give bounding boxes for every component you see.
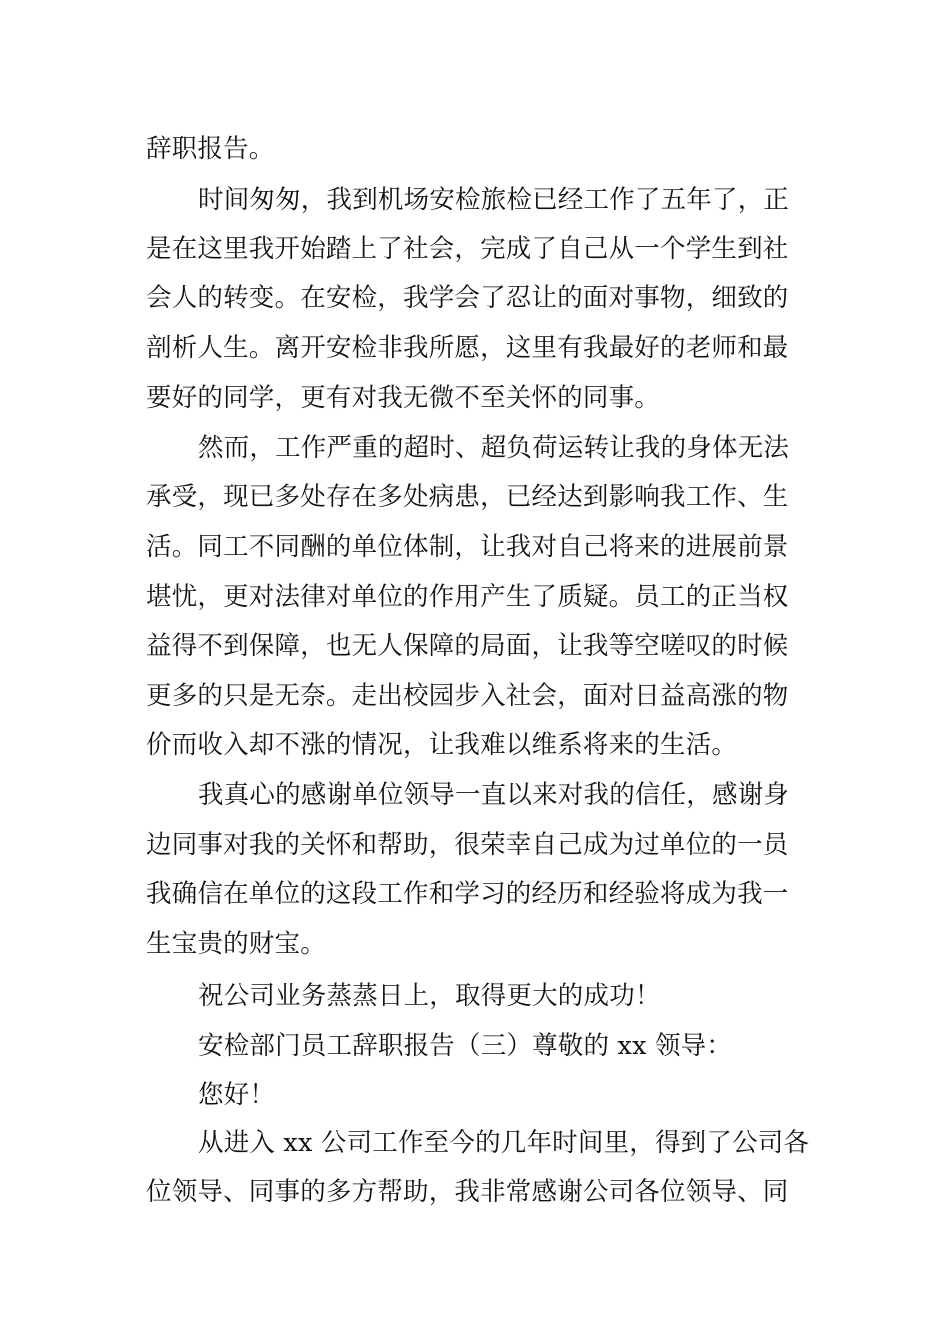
- text-line: 剖析人生。离开安检非我所愿，这里有我最好的老师和最: [146, 333, 789, 363]
- text-line: 从进入 xx 公司工作至今的几年时间里，得到了公司各: [198, 1128, 810, 1158]
- text-line: 堪忧，更对法律对单位的作用产生了质疑。员工的正当权: [146, 582, 789, 612]
- text-line: 价而收入却不涨的情况，让我难以维系将来的生活。: [146, 730, 738, 760]
- text-line: 我确信在单位的这段工作和学习的经历和经验将成为我一: [146, 879, 789, 909]
- text-line: 更多的只是无奈。走出校园步入社会，面对日益高涨的物: [146, 681, 789, 711]
- text-line: 是在这里我开始踏上了社会，完成了自己从一个学生到社: [146, 234, 789, 264]
- text-line: 我真心的感谢单位领导一直以来对我的信任，感谢身: [198, 780, 790, 810]
- text-line: 辞职报告。: [146, 134, 275, 164]
- text-line: 会人的转变。在安检，我学会了忍让的面对事物，细致的: [146, 283, 789, 313]
- text-line: 位领导、同事的多方帮助，我非常感谢公司各位领导、同: [146, 1177, 789, 1207]
- text-line: 承受，现已多处存在多处病患，已经达到影响我工作、生: [146, 482, 789, 512]
- text-line: 您好！: [198, 1080, 276, 1110]
- text-line: 益得不到保障，也无人保障的局面，让我等空嗟叹的时候: [146, 631, 789, 661]
- text-line: 时间匆匆，我到机场安检旅检已经工作了五年了，正: [198, 185, 790, 215]
- text-line: 生宝贵的财宝。: [146, 929, 326, 959]
- text-line: 安检部门员工辞职报告（三）尊敬的 xx 领导：: [198, 1031, 733, 1061]
- text-line: 活。同工不同酬的单位体制，让我对自己将来的进展前景: [146, 532, 789, 562]
- text-line: 边同事对我的关怀和帮助，很荣幸自己成为过单位的一员: [146, 830, 789, 860]
- text-line: 祝公司业务蒸蒸日上，取得更大的成功！: [198, 981, 661, 1011]
- text-line: 然而，工作严重的超时、超负荷运转让我的身体无法: [198, 433, 790, 463]
- text-line: 要好的同学，更有对我无微不至关怀的同事。: [146, 383, 661, 413]
